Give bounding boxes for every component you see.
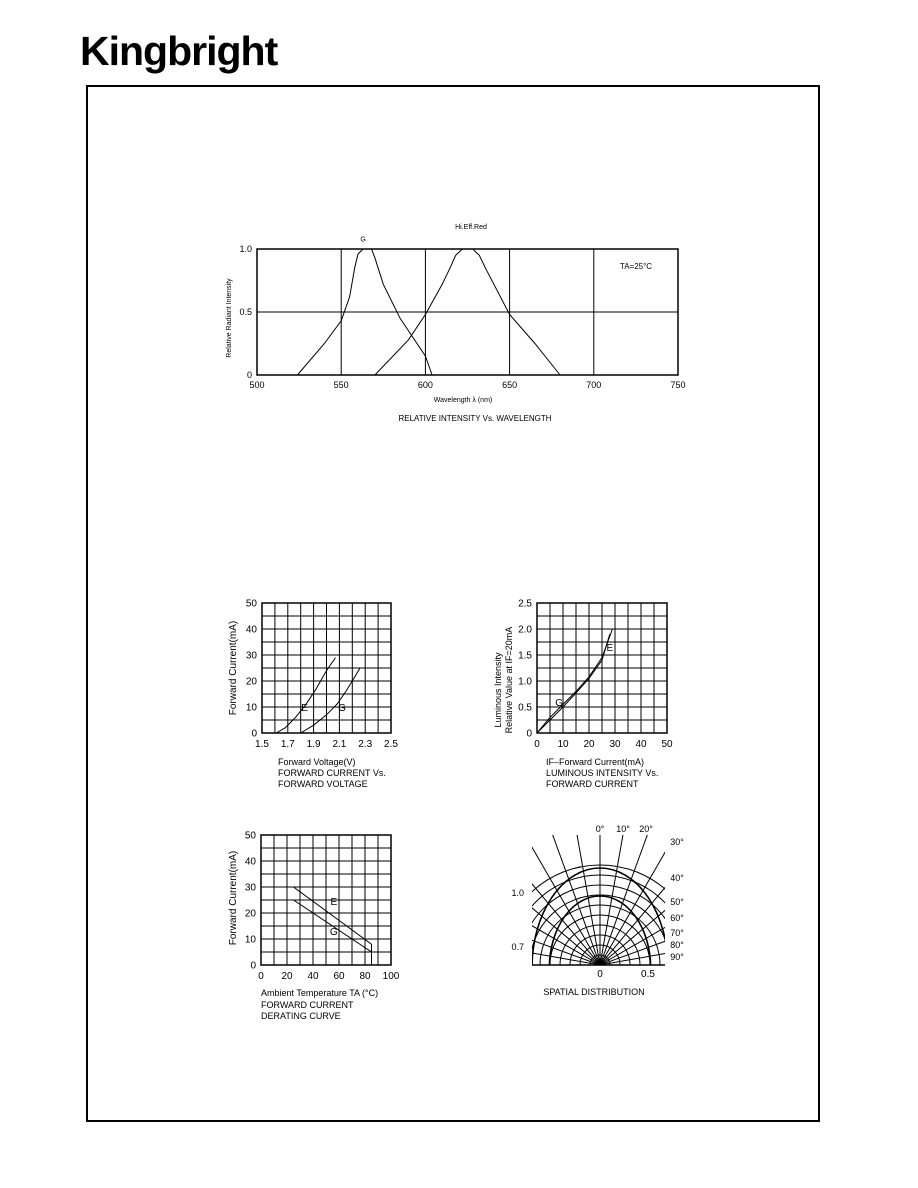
y-tick-label: 0 (526, 728, 532, 740)
series-label: G (360, 236, 366, 244)
chart-caption: RELATIVE INTENSITY Vs. WAVELENGTH (398, 414, 552, 423)
x-tick-label: 0 (534, 739, 540, 750)
x-tick-label: 650 (502, 380, 518, 390)
y-tick-label: 50 (244, 830, 256, 842)
y-axis-label: Luminous Intensity (493, 652, 503, 728)
chart-caption: LUMINOUS INTENSITY Vs. (546, 768, 659, 778)
x-tick-label: 20 (281, 971, 293, 982)
angle-label: 30° (670, 837, 684, 847)
series-line-g (301, 668, 360, 733)
angle-label: 70° (670, 928, 684, 938)
x-tick-label: 0 (597, 969, 603, 980)
angle-label: 80° (670, 940, 684, 950)
chart-caption: FORWARD CURRENT (261, 1000, 354, 1010)
x-tick-label: 100 (382, 971, 400, 982)
angle-label: 50° (670, 897, 684, 907)
chart-caption: SPATIAL DISTRIBUTION (543, 987, 645, 997)
x-tick-label: 1.9 (306, 739, 321, 750)
spatial-grid (400, 765, 800, 1068)
series-line-g (537, 634, 610, 733)
x-tick-label: 10 (557, 739, 569, 750)
chart-caption: FORWARD CURRENT Vs. (278, 768, 386, 778)
y-tick-label: 1.5 (518, 650, 532, 662)
x-axis-label: IF–Forward Current(mA) (546, 757, 645, 767)
chart-spatial (400, 765, 800, 1068)
series-label: E (606, 642, 614, 654)
x-tick-label: 550 (333, 380, 349, 390)
y-tick-label: 0.5 (518, 702, 532, 714)
x-tick-label: 0 (258, 971, 264, 982)
annotation-temperature: TA=25°C (619, 262, 653, 271)
polar-spoke (600, 865, 773, 965)
x-tick-label: 80 (359, 971, 371, 982)
x-tick-label: 0.5 (641, 969, 655, 980)
y-tick-label: 10 (245, 702, 257, 714)
angle-label: 40° (670, 873, 684, 883)
x-tick-label: 20 (583, 739, 595, 750)
x-tick-label: 700 (586, 380, 602, 390)
chart-caption: FORWARD VOLTAGE (278, 779, 368, 789)
series-label: G (338, 702, 346, 714)
x-tick-label: 500 (249, 380, 265, 390)
angle-label: 20° (639, 824, 653, 834)
angle-label: 10° (616, 824, 630, 834)
radial-label: 0.7 (511, 942, 524, 952)
x-tick-label: 2.3 (358, 739, 373, 750)
x-tick-label: 750 (670, 380, 686, 390)
series-label: G (329, 927, 338, 939)
x-tick-label: 60 (333, 971, 345, 982)
chart-title: Hi.Eff.Red (455, 224, 487, 231)
series-label: G (555, 697, 563, 709)
chart-derating (228, 830, 400, 1021)
chart-caption: DERATING CURVE (261, 1011, 341, 1021)
y-tick-label: 30 (244, 882, 256, 894)
y-tick-label: 40 (245, 624, 257, 636)
y-tick-label: 0 (251, 728, 257, 740)
y-axis-label: Relative Radiant Intensity (226, 278, 233, 358)
series-label: E (301, 702, 308, 714)
angle-label: 90° (670, 952, 684, 962)
x-tick-label: 50 (661, 739, 673, 750)
y-axis-label: Relative Value at IF=20mA (504, 626, 514, 734)
x-tick-label: 40 (635, 739, 647, 750)
angle-label: 0° (595, 824, 605, 834)
x-tick-label: 40 (307, 971, 319, 982)
y-tick-label: 0 (250, 960, 256, 972)
y-axis-label: Forward Current(mA) (228, 850, 239, 946)
chart-spectrum (226, 224, 686, 423)
chart-caption: FORWARD CURRENT (546, 779, 639, 789)
x-tick-label: 600 (417, 380, 433, 390)
chart-lumi (493, 598, 673, 789)
x-axis-label: Ambient Temperature TA (°C) (261, 988, 379, 998)
y-tick-label: 20 (244, 908, 256, 920)
y-tick-label: 20 (245, 676, 257, 688)
y-axis-label: Forward Current(mA) (228, 620, 239, 716)
y-tick-label: 40 (244, 856, 256, 868)
kingbright-logo: Kingbright (80, 28, 278, 74)
y-tick-label: 0 (246, 370, 252, 380)
x-axis-label: Forward Voltage(V) (278, 757, 356, 767)
x-axis-label: Wavelength λ (nm) (433, 397, 493, 404)
y-tick-label: 1.0 (239, 244, 252, 254)
y-tick-label: 0.5 (239, 307, 252, 317)
y-tick-label: 30 (245, 650, 257, 662)
x-tick-label: 1.5 (255, 739, 269, 750)
angle-label: 60° (670, 913, 684, 923)
y-tick-label: 50 (245, 598, 257, 610)
y-tick-label: 1.0 (518, 676, 532, 688)
y-tick-label: 2.5 (518, 598, 532, 610)
y-tick-label: 10 (244, 934, 256, 946)
x-tick-label: 2.5 (384, 739, 398, 750)
x-tick-label: 30 (609, 739, 621, 750)
chart-iv (228, 598, 398, 789)
x-tick-label: 1.7 (280, 739, 295, 750)
series-label: E (330, 897, 338, 909)
y-tick-label: 2.0 (518, 624, 532, 636)
x-tick-label: 2.1 (332, 739, 347, 750)
radial-label: 1.0 (511, 888, 524, 898)
